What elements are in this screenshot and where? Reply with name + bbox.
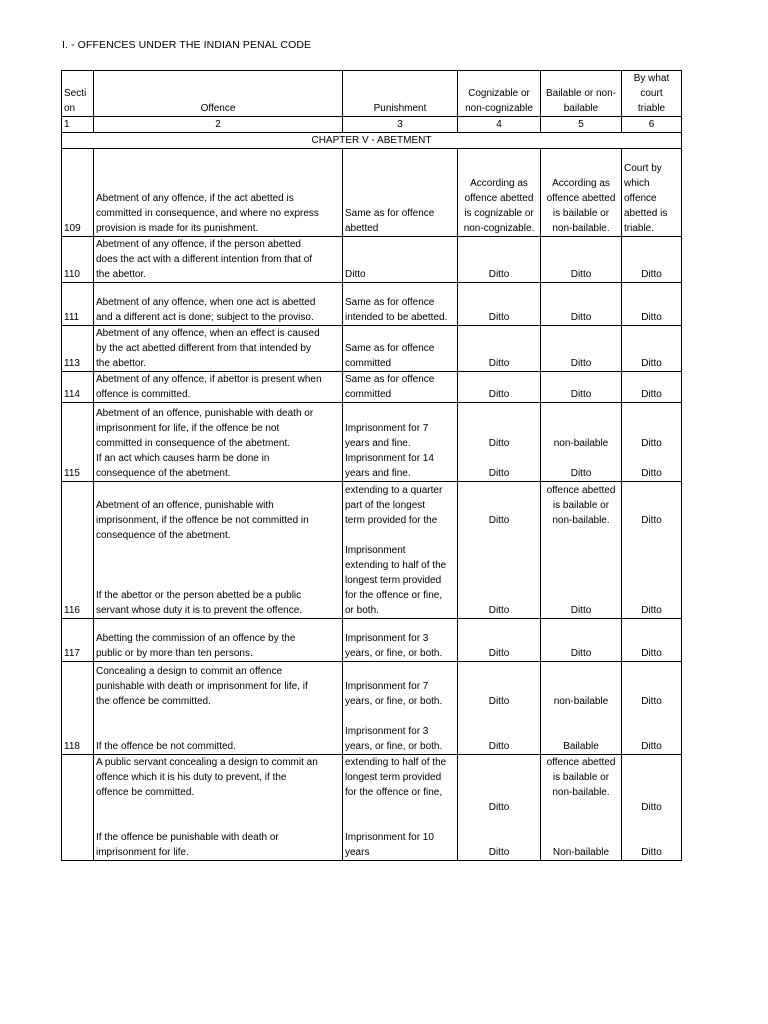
cell-court: Ditto bbox=[622, 372, 682, 403]
cell-punishment: Same as for offence committed bbox=[343, 326, 458, 372]
cell-offence: Abetment of any offence, when one act is abetted and a different act is done; subject to the proviso. bbox=[94, 283, 343, 326]
cell-offence: Abetting the commission of an offence by the public or by more than ten persons. bbox=[94, 619, 343, 662]
cell-section: 113 bbox=[62, 326, 94, 372]
cell-bailable: Ditto bbox=[541, 619, 622, 662]
cell-cognizable: Ditto bbox=[458, 237, 541, 283]
cell-offence: Concealing a design to commit an offence punishable with death or imprisonment for life, if the offence be committed. If the offence be not committed. bbox=[94, 662, 343, 755]
cell-section: 109 bbox=[62, 149, 94, 237]
column-number: 4 bbox=[458, 117, 541, 133]
cell-offence: Abetment of any offence, if the act abetted is committed in consequence, and where no express provision is made for its punishment. bbox=[94, 149, 343, 237]
cell-bailable: Ditto bbox=[541, 372, 622, 403]
table-row bbox=[62, 326, 682, 372]
table-row bbox=[62, 237, 682, 283]
cell-cognizable: Ditto Ditto bbox=[458, 755, 541, 861]
offences-table bbox=[61, 70, 682, 861]
cell-cognizable: Ditto bbox=[458, 619, 541, 662]
header-row bbox=[62, 71, 682, 117]
cell-court: Court by which offence abetted is triable. bbox=[622, 149, 682, 237]
header-bailable: Bailable or non- bailable bbox=[541, 71, 622, 117]
cell-bailable: Ditto bbox=[541, 283, 622, 326]
cell-cognizable: Ditto bbox=[458, 326, 541, 372]
cell-punishment: Same as for offence committed bbox=[343, 372, 458, 403]
table-row bbox=[62, 372, 682, 403]
cell-offence: Abetment of an offence, punishable with death or imprisonment for life, if the offence be not committed in consequence of the abetment. If an act which causes harm be done in consequence of the abetment. bbox=[94, 403, 343, 482]
table-row bbox=[62, 619, 682, 662]
header-offence: Offence bbox=[94, 71, 343, 117]
cell-offence: A public servant concealing a design to commit an offence which it is his duty to prevent, if the offence be committed. If the offence be punishable with death or imprisonment for life. bbox=[94, 755, 343, 861]
chapter-row bbox=[62, 133, 682, 149]
header-cognizable: Cognizable or non-cognizable bbox=[458, 71, 541, 117]
cell-punishment: Imprisonment for 3 years, or fine, or both. bbox=[343, 619, 458, 662]
cell-bailable: Ditto bbox=[541, 237, 622, 283]
cell-section: 117 bbox=[62, 619, 94, 662]
column-number: 1 bbox=[62, 117, 94, 133]
cell-punishment: Imprisonment for 7 years and fine. Imprisonment for 14 years and fine. bbox=[343, 403, 458, 482]
cell-punishment: Imprisonment for 7 years, or fine, or both. Imprisonment for 3 years, or fine, or both. bbox=[343, 662, 458, 755]
cell-punishment: Same as for offence intended to be abetted. bbox=[343, 283, 458, 326]
cell-offence: Abetment of any offence, when an effect is caused by the act abetted different from that intended by the abettor. bbox=[94, 326, 343, 372]
cell-cognizable: Ditto Ditto bbox=[458, 662, 541, 755]
cell-bailable: Ditto bbox=[541, 326, 622, 372]
cell-court: Ditto Ditto bbox=[622, 403, 682, 482]
cell-court: Ditto Ditto bbox=[622, 755, 682, 861]
cell-punishment: extending to a quarter part of the longest term provided for the Imprisonment extending to half of the longest term provided for the offence or fine, or both. bbox=[343, 482, 458, 619]
page-title: I. - OFFENCES UNDER THE INDIAN PENAL CODE bbox=[62, 39, 312, 51]
cell-section: 118 bbox=[62, 662, 94, 755]
cell-bailable: non-bailable Ditto bbox=[541, 403, 622, 482]
cell-section: 114 bbox=[62, 372, 94, 403]
cell-cognizable: Ditto bbox=[458, 372, 541, 403]
table-row bbox=[62, 283, 682, 326]
cell-section: 110 bbox=[62, 237, 94, 283]
table-row bbox=[62, 755, 682, 861]
cell-court: Ditto Ditto bbox=[622, 662, 682, 755]
cell-bailable: According as offence abetted is bailable or non-bailable. bbox=[541, 149, 622, 237]
cell-court: Ditto bbox=[622, 237, 682, 283]
cell-section: 115 bbox=[62, 403, 94, 482]
column-number: 2 bbox=[94, 117, 343, 133]
cell-bailable: non-bailable Bailable bbox=[541, 662, 622, 755]
column-number-row bbox=[62, 117, 682, 133]
cell-cognizable: According as offence abetted is cognizable or non-cognizable. bbox=[458, 149, 541, 237]
header-section: Secti on bbox=[62, 71, 94, 117]
table-row bbox=[62, 662, 682, 755]
cell-court: Ditto bbox=[622, 326, 682, 372]
cell-bailable: offence abetted is bailable or non-bailable. Ditto bbox=[541, 482, 622, 619]
table-row bbox=[62, 482, 682, 619]
cell-punishment: Same as for offence abetted bbox=[343, 149, 458, 237]
column-number: 6 bbox=[622, 117, 682, 133]
cell-court: Ditto bbox=[622, 619, 682, 662]
table-rows bbox=[62, 149, 682, 861]
cell-offence: Abetment of any offence, if abettor is present when offence is committed. bbox=[94, 372, 343, 403]
header-court: By what court triable bbox=[622, 71, 682, 117]
cell-offence: Abetment of any offence, if the person abetted does the act with a different intention from that of the abettor. bbox=[94, 237, 343, 283]
cell-punishment: Ditto bbox=[343, 237, 458, 283]
table-row bbox=[62, 403, 682, 482]
cell-section bbox=[62, 755, 94, 861]
header-punishment: Punishment bbox=[343, 71, 458, 117]
cell-court: Ditto bbox=[622, 283, 682, 326]
cell-punishment: extending to half of the longest term provided for the offence or fine, Imprisonment for 10 years bbox=[343, 755, 458, 861]
cell-section: 111 bbox=[62, 283, 94, 326]
cell-bailable: offence abetted is bailable or non-bailable. Non-bailable bbox=[541, 755, 622, 861]
cell-court: Ditto Ditto bbox=[622, 482, 682, 619]
cell-offence: Abetment of an offence, punishable with imprisonment, if the offence be not committed in consequence of the abetment. If the abettor or the person abetted be a public servant whose duty it is to prevent the offence. bbox=[94, 482, 343, 619]
column-number: 5 bbox=[541, 117, 622, 133]
cell-cognizable: Ditto Ditto bbox=[458, 403, 541, 482]
cell-cognizable: Ditto Ditto bbox=[458, 482, 541, 619]
chapter-heading: CHAPTER V - ABETMENT bbox=[62, 133, 682, 149]
cell-cognizable: Ditto bbox=[458, 283, 541, 326]
column-number: 3 bbox=[343, 117, 458, 133]
cell-section: 116 bbox=[62, 482, 94, 619]
table-row bbox=[62, 149, 682, 237]
